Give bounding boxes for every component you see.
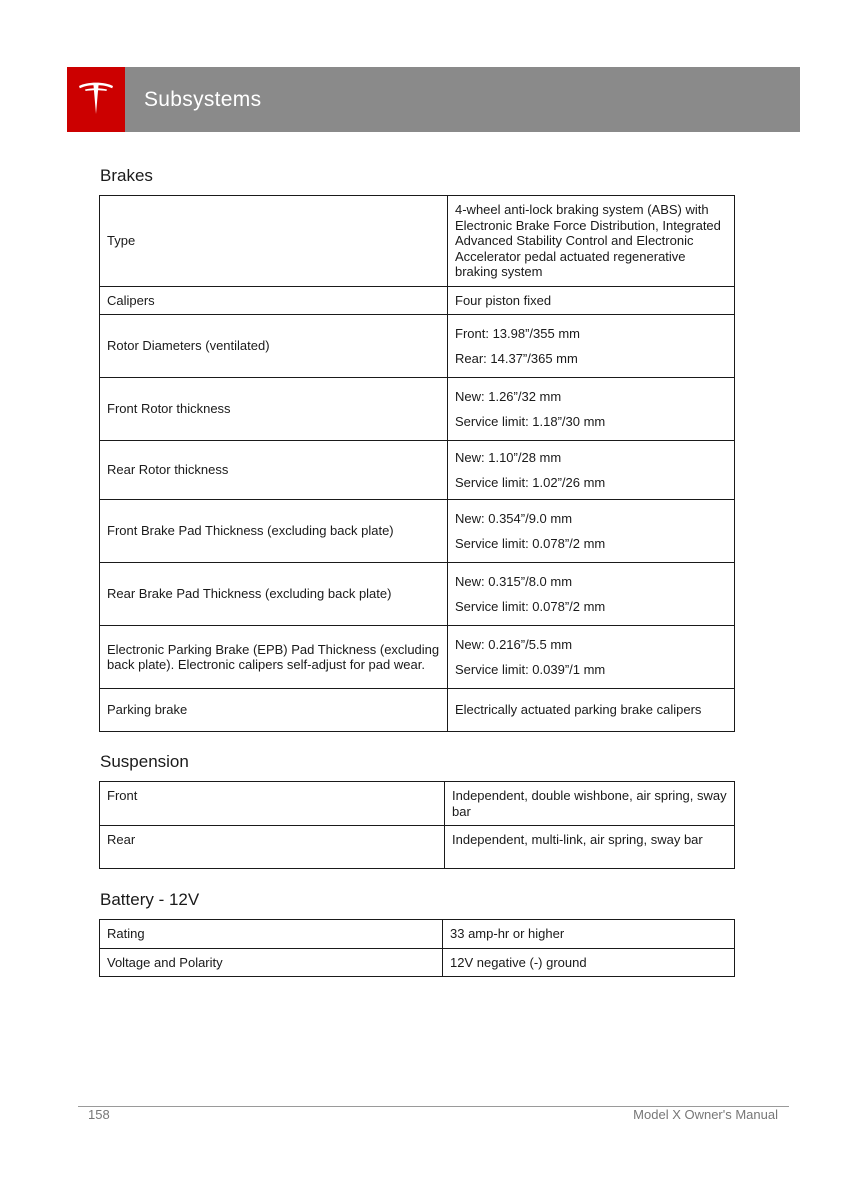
tesla-logo-icon	[77, 80, 115, 120]
spec-value: Independent, double wishbone, air spring, sway bar	[445, 782, 735, 826]
table-row	[100, 920, 735, 949]
spec-label: Rating	[100, 920, 443, 949]
spec-label: Front Brake Pad Thickness (excluding back plate)	[100, 500, 448, 563]
spec-label: Rear Rotor thickness	[100, 441, 448, 500]
table-row	[100, 826, 735, 869]
table-row	[100, 689, 735, 732]
spec-label: Parking brake	[100, 689, 448, 732]
page-number: 158	[88, 1107, 110, 1122]
table-row	[100, 782, 735, 826]
page-title: Subsystems	[144, 87, 262, 111]
table-row	[100, 378, 735, 441]
spec-value: 33 amp-hr or higher	[443, 920, 735, 949]
spec-value: 4-wheel anti-lock braking system (ABS) with Electronic Brake Force Distribution, Integrated Advanced Stability Control and Electronic Accelerator pedal actuated regenerative braking system	[448, 196, 735, 287]
table-row	[100, 563, 735, 626]
spec-value: New: 1.10”/28 mm Service limit: 1.02”/26 mm	[448, 441, 735, 500]
spec-value: Front: 13.98”/355 mm Rear: 14.37”/365 mm	[448, 315, 735, 378]
spec-value: New: 0.354”/9.0 mm Service limit: 0.078”/2 mm	[448, 500, 735, 563]
table-row	[100, 196, 735, 287]
brakes-table	[99, 195, 735, 732]
spec-value: New: 0.216”/5.5 mm Service limit: 0.039”/1 mm	[448, 626, 735, 689]
spec-label: Type	[100, 196, 448, 287]
table-row	[100, 948, 735, 977]
spec-value: New: 1.26”/32 mm Service limit: 1.18”/30 mm	[448, 378, 735, 441]
spec-label: Front	[100, 782, 445, 826]
spec-label: Calipers	[100, 286, 448, 315]
spec-value: 12V negative (-) ground	[443, 948, 735, 977]
spec-value: Four piston fixed	[448, 286, 735, 315]
spec-label: Voltage and Polarity	[100, 948, 443, 977]
spec-label: Electronic Parking Brake (EPB) Pad Thickness (excluding back plate). Electronic calipers self-adjust for pad wear.	[100, 626, 448, 689]
table-row	[100, 500, 735, 563]
spec-label: Rear	[100, 826, 445, 869]
table-row	[100, 441, 735, 500]
table-row	[100, 626, 735, 689]
brakes-section-title: Brakes	[100, 166, 153, 185]
table-row	[100, 315, 735, 378]
spec-label: Rear Brake Pad Thickness (excluding back plate)	[100, 563, 448, 626]
battery-table	[99, 919, 735, 977]
suspension-section-title: Suspension	[100, 752, 189, 771]
spec-label: Rotor Diameters (ventilated)	[100, 315, 448, 378]
suspension-table	[99, 781, 735, 869]
spec-value: Electrically actuated parking brake calipers	[448, 689, 735, 732]
table-row	[100, 286, 735, 315]
spec-label: Front Rotor thickness	[100, 378, 448, 441]
spec-value: Independent, multi-link, air spring, sway bar	[445, 826, 735, 869]
spec-value: New: 0.315”/8.0 mm Service limit: 0.078”/2 mm	[448, 563, 735, 626]
manual-title: Model X Owner's Manual	[633, 1107, 778, 1122]
logo-box	[67, 67, 125, 132]
battery-section-title: Battery - 12V	[100, 890, 200, 909]
header-bar	[67, 67, 800, 132]
